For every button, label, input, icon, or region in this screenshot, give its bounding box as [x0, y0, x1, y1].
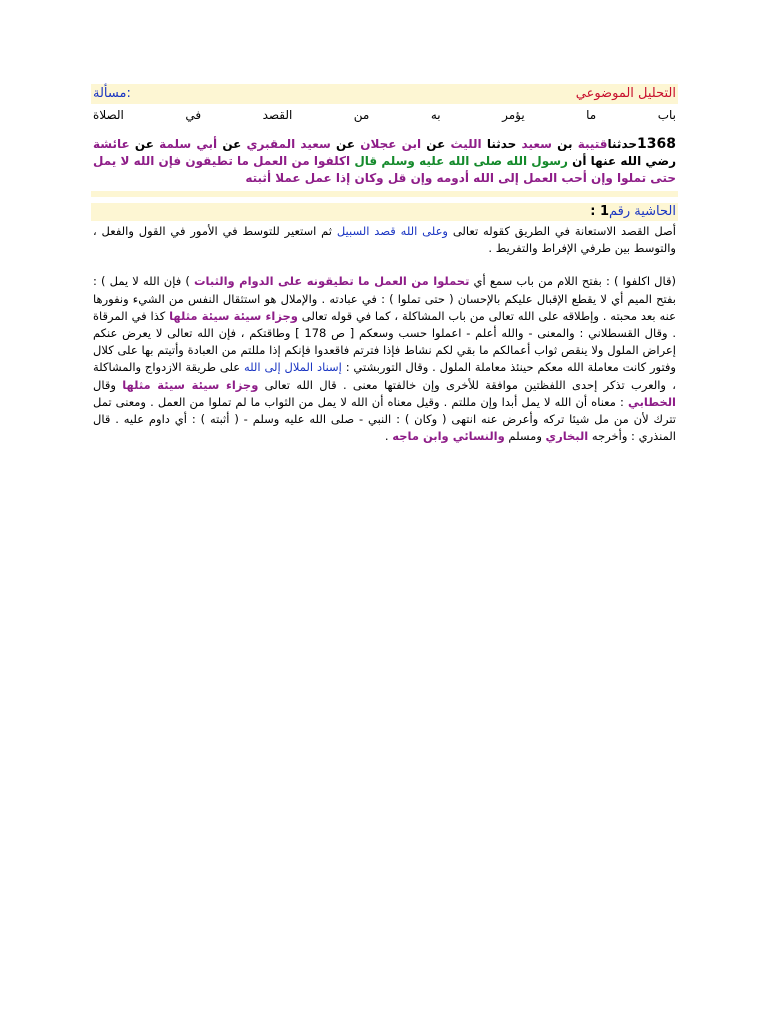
chapter-word: الصلاة	[93, 108, 124, 122]
scholar-link[interactable]: الخطابي	[627, 394, 676, 409]
chapter-word: يؤمر	[502, 108, 525, 122]
note-text: ثم استعير للتوسط في الأمور في القول والفعل ، والتوسط بين طرفي الإفراط والتفريط .	[93, 224, 676, 256]
hadith-text-part: عن	[217, 137, 247, 151]
hadith-text-part: عن	[330, 137, 361, 151]
note-text: (قال اكلفوا ) : بفتح اللام من باب سمع أي	[469, 274, 676, 289]
chapter-word: في	[185, 108, 202, 122]
hadith-text-part: حدثنا	[607, 137, 638, 151]
section-header-bar	[91, 84, 678, 104]
note-text: ومسلم	[504, 429, 546, 444]
scholar-link[interactable]: والنسائي وابن ماجه	[392, 429, 505, 444]
narrator-link[interactable]: الليث	[450, 137, 482, 151]
hadith-text-part: قال	[350, 154, 382, 168]
chapter-word: ما	[586, 108, 597, 122]
quran-quote-link[interactable]: وجزاء سيئة سيئة مثلها	[122, 377, 259, 392]
note-number: 1	[599, 204, 609, 219]
narrator-link[interactable]: أبي سلمة	[159, 137, 218, 151]
note-title: الحاشية رقم	[609, 204, 676, 219]
hadith-text-part: عن	[421, 137, 451, 151]
highlight-phrase: إسناد الملال إلى الله	[243, 360, 342, 375]
commentary-paragraph	[91, 271, 678, 445]
quran-quote-link[interactable]: وجزاء سيئة سيئة مثلها	[169, 308, 298, 323]
chapter-title-row	[91, 104, 678, 126]
hadith-matn: اكلفوا من العمل ما تطيقون فإن الله لا يمل حتى تملوا وإن أحب العمل إلى الله أدومه وإن قل وكان إذا عمل عملا أثبته	[93, 154, 676, 185]
chapter-word: باب	[657, 108, 676, 122]
hadith-text-part: حدثنا	[481, 137, 522, 151]
hadith-text	[91, 126, 678, 187]
note-paragraph	[91, 221, 678, 257]
chapter-word: القصد	[262, 108, 293, 122]
note-header	[91, 203, 678, 221]
note-text: على طريقة الازدواج والمشاكلة ، والعرب تذكر إحدى اللفظتين موافقة للأخرى وإن خالفتها معنى . قال الله تعالى	[93, 360, 676, 392]
note-text: كذا في المرقاة . وقال القسطلاني : والمعنى - والله أعلم - اعملوا حسب وسعكم [ ص 178 ] وطاقتكم ، فإن الله تعالى لا يعرض عنكم إعراض الملول ولا ينقص ثواب أعمالكم ما بقي لكم نشاط فإذا فترتم فاقعدوا فإنكم إذا مللتم من العبادة وأتيتم بها على كلال وفتور كانت معاملة الله معكم حينئذ معاملة الملول . وقال التوربشتي :	[93, 308, 676, 375]
hadith-text-part: عن	[129, 137, 160, 151]
paragraph-gap	[91, 257, 678, 271]
note-text: أصل القصد الاستعانة في الطريق كقوله تعالى	[447, 224, 676, 238]
hadith-number: 1368	[637, 136, 676, 152]
note-text: : معناه أن الله لا يمل أبدا وإن مللتم . وقيل معناه أن الله لا يمل من الثواب ما لم تملوا من العمل . ومعنى تمل تترك لأن من مل شيئا تركه وأعرض عنه انتهى ( وكان ) : النبي - صلى الله عليه وسلم - ( أثبته ) : أي داوم عليه . قال المنذري : وأخرجه	[93, 394, 676, 444]
highlight-phrase: تحملوا من العمل ما تطيقونه على الدوام والثبات	[194, 274, 470, 289]
narrator-link[interactable]: ابن عجلان	[360, 137, 422, 151]
separator-band	[91, 191, 678, 197]
note-text: ) فإن الله لا يمل ) : بفتح الميم أي لا يقطع الإقبال عليكم بالإحسان ( حتى تملوا ) : في عبادته . والإملال هو استثقال النفس من الشيء ونفورها عنه بعد محبته . وإطلاقه على الله تعالى من باب المشاكلة ، كما في قوله تعالى	[93, 274, 676, 323]
section-title: التحليل الموضوعي	[575, 86, 676, 101]
hadith-text-part: رضي الله عنها أن	[567, 154, 677, 168]
narrator-link[interactable]: عائشة	[93, 137, 130, 151]
hadith-text-part: بن	[551, 137, 578, 151]
page	[91, 84, 678, 445]
note-colon: :	[590, 204, 600, 219]
quran-quote-link[interactable]: وعلى الله قصد السبيل	[336, 224, 448, 238]
masala-label: مسألة:	[93, 86, 131, 101]
note-text: .	[384, 429, 393, 444]
narrator-link[interactable]: سعيد	[521, 137, 552, 151]
narrator-link[interactable]: سعيد المقبري	[246, 137, 331, 151]
note-text: وقال	[93, 377, 123, 392]
prophet-link[interactable]: رسول الله صلى الله عليه وسلم	[381, 154, 568, 168]
chapter-word: من	[353, 108, 370, 122]
scholar-link[interactable]: البخاري	[545, 429, 589, 444]
narrator-link[interactable]: قتيبة	[577, 137, 608, 151]
chapter-word: به	[430, 108, 441, 122]
